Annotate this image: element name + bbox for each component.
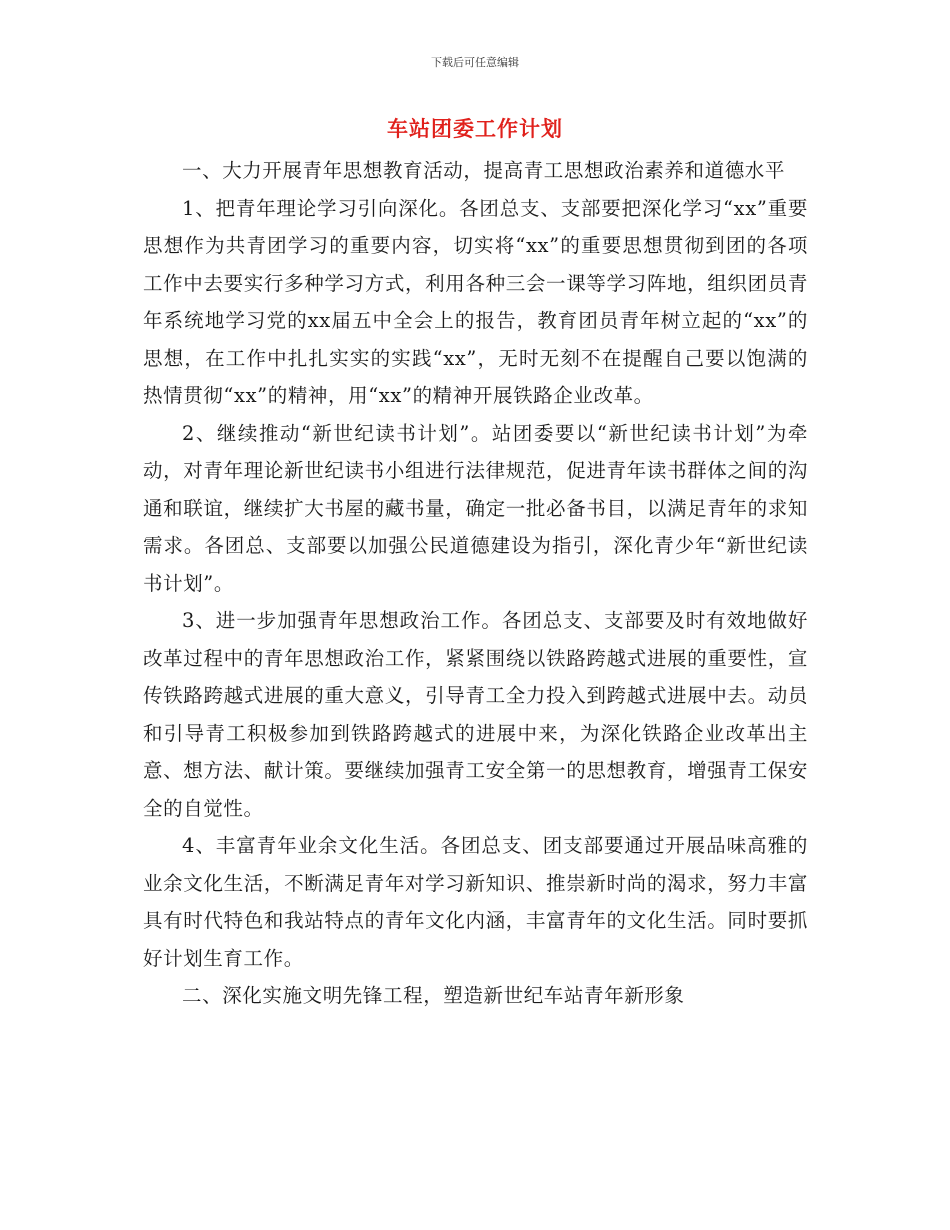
document-body [143,152,808,1015]
paragraph-item-3: 3、进一步加强青年思想政治工作。各团总支、支部要及时有效地做好改革过程中的青年思想政治工作，紧紧围绕以铁路跨越式进展的重要性，宣传铁路跨越式进展的重大意义，引导青工全力投入到跨越式进展中去。动员和引导青工积极参加到铁路跨越式的进展中来，为深化铁路企业改革出主意、想方法、献计策。要继续加强青工安全第一的思想教育，增强青工保安全的自觉性。 [143,609,808,820]
paragraph-item-4: 4、丰富青年业余文化生活。各团总支、团支部要通过开展品味高雅的业余文化生活，不断满足青年对学习新知识、推崇新时尚的渴求，努力丰富具有时代特色和我站特点的青年文化内涵，丰富青年的文化生活。同时要抓好计划生育工作。 [143,834,808,970]
download-note: 下载后可任意编辑 [431,56,519,69]
paragraph-item-1: 1、把青年理论学习引向深化。各团总支、支部要把深化学习“xx”重要思想作为共青团学习的重要内容，切实将“xx”的重要思想贯彻到团的各项工作中去要实行多种学习方式，利用各种三会一课等学习阵地，组织团员青年系统地学习党的xx届五中全会上的报告，教育团员青年树立起的“xx”的思想，在工作中扎扎实实的实践“xx”，无时无刻不在提醒自己要以饱满的热情贯彻“xx”的精神，用“xx”的精神开展铁路企业改革。 [143,196,808,407]
section-heading-2: 二、深化实施文明先锋工程，塑造新世纪车站青年新形象 [182,984,685,1007]
section-heading-1: 一、大力开展青年思想教育活动，提高青工思想政治素养和道德水平 [182,159,786,182]
paragraph-item-2: 2、继续推动“新世纪读书计划”。站团委要以“新世纪读书计划”为牵动，对青年理论新世纪读书小组进行法律规范，促进青年读书群体之间的沟通和联谊，继续扩大书屋的藏书量，确定一批必备书目，以满足青年的求知需求。各团总、支部要以加强公民道德建设为指引，深化青少年“新世纪读书计划”。 [143,421,808,595]
document-title: 车站团委工作计划 [387,116,563,141]
